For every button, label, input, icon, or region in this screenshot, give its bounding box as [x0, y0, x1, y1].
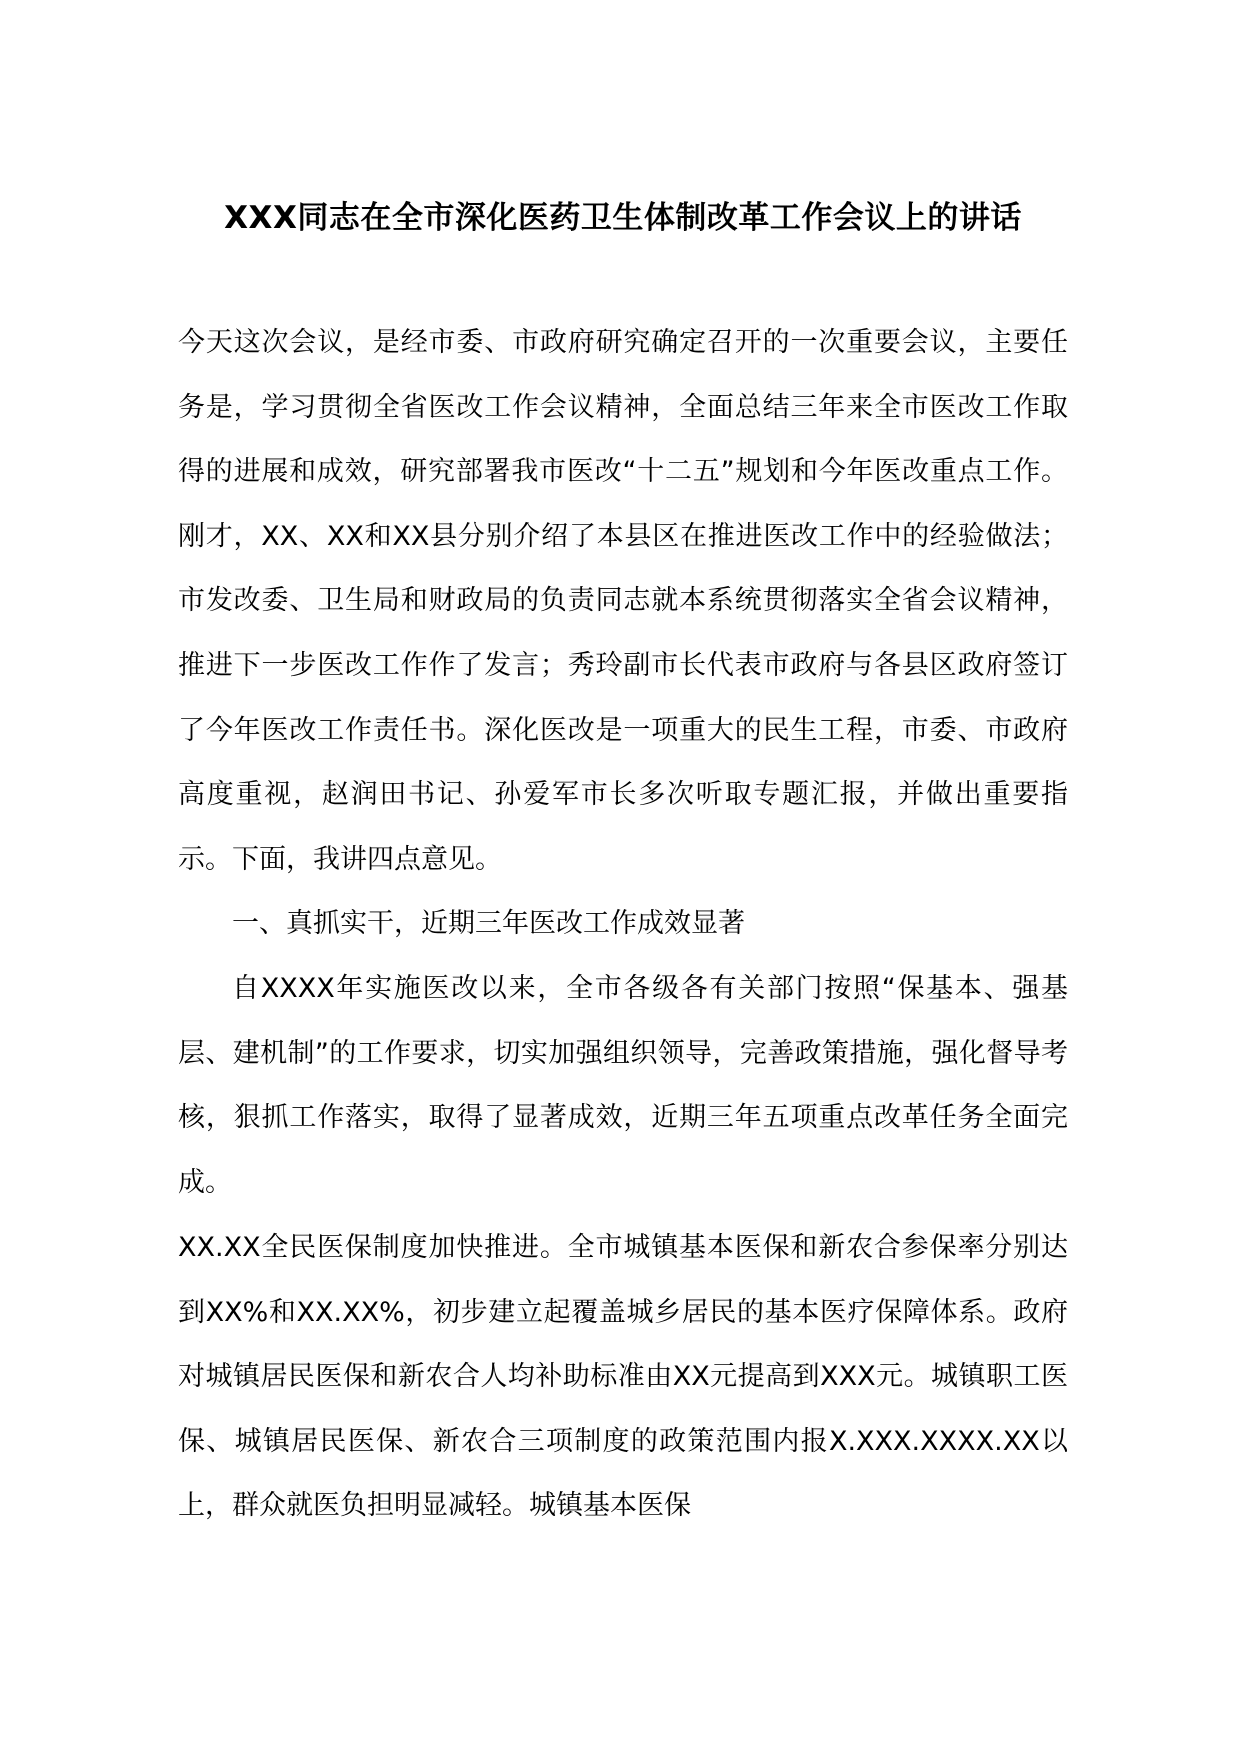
section-paragraph: 自XXXX年实施医改以来，全市各级各有关部门按照“保基本、强基层、建机制”的工作要求，切实加强组织领导，完善政策措施，强化督导考核，狠抓工作落实，取得了显著成效，近期三年五项重点改革任务全面完成。: [178, 973, 1068, 1198]
document-title: XXX同志在全市深化医药卫生体制改革工作会议上的讲话: [224, 200, 1022, 236]
section-heading: 一、真抓实干，近期三年医改工作成效显著: [232, 908, 745, 939]
subsection-paragraph: XX.XX全民医保制度加快推进。全市城镇基本医保和新农合参保率分别达到XX%和XX.XX%，初步建立起覆盖城乡居民的基本医疗保障体系。政府对城镇居民医保和新农合人均补助标准由XX元提高到XXX元。城镇职工医保、城镇居民医保、新农合三项制度的政策范围内报X.XXX.XXXX.XX以上，群众就医负担明显减轻。城镇基本医保: [178, 1232, 1068, 1522]
intro-paragraph: 今天这次会议，是经市委、市政府研究确定召开的一次重要会议，主要任务是，学习贯彻全省医改工作会议精神，全面总结三年来全市医改工作取得的进展和成效，研究部署我市医改“十二五”规划和今年医改重点工作。刚才，XX、XX和XX县分别介绍了本县区在推进医改工作中的经验做法；市发改委、卫生局和财政局的负责同志就本系统贯彻落实全省会议精神，推进下一步医改工作作了发言；秀玲副市长代表市政府与各县区政府签订了今年医改工作责任书。深化医改是一项重大的民生工程，市委、市政府高度重视，赵润田书记、孙爱军市长多次听取专题汇报，并做出重要指示。下面，我讲四点意见。: [178, 327, 1068, 875]
